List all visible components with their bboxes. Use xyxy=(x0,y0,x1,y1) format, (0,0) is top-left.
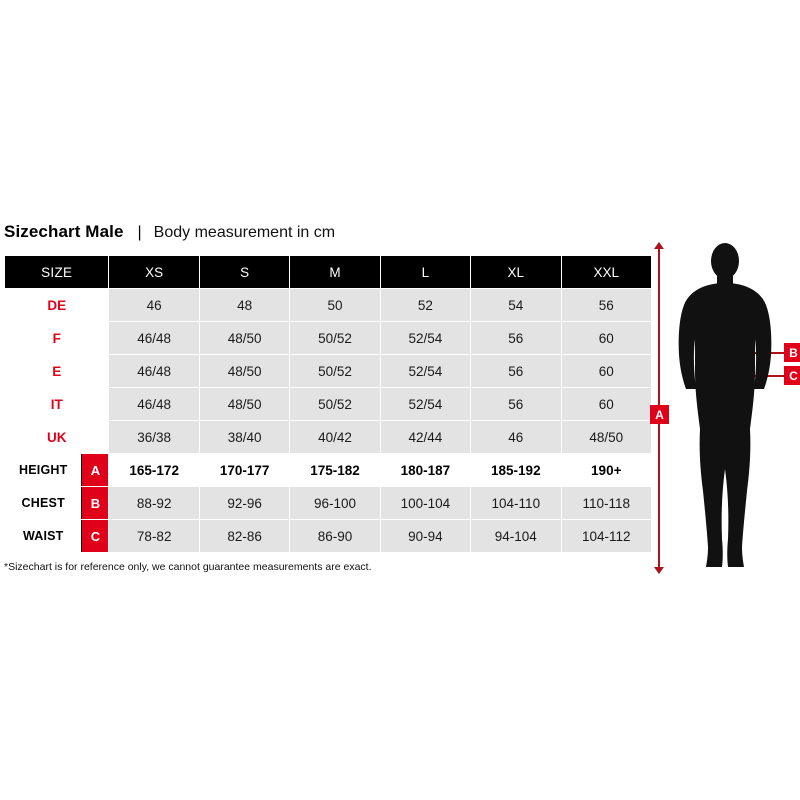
cell-height-m: 175-182 xyxy=(290,454,380,487)
header-cell-xl: XL xyxy=(471,256,561,289)
cell-e-m: 50/52 xyxy=(290,355,380,388)
male-silhouette-icon xyxy=(670,243,780,573)
cell-waist-m: 86-90 xyxy=(290,520,380,553)
badge-a: A xyxy=(650,405,669,424)
cell-de-xs: 46 xyxy=(109,289,199,322)
arrow-down-icon xyxy=(654,567,664,574)
table-row xyxy=(5,355,652,388)
table-row xyxy=(5,289,652,322)
table-header-row xyxy=(5,256,652,289)
header-cell-l: L xyxy=(380,256,470,289)
measure-badge-b: B xyxy=(81,487,108,519)
cell-chest-m: 96-100 xyxy=(290,487,380,520)
cell-chest-s: 92-96 xyxy=(199,487,289,520)
country-label-it: IT xyxy=(5,388,109,421)
footnote: *Sizechart is for reference only, we cannot guarantee measurements are exact. xyxy=(4,561,372,573)
measure-name-chest: CHEST xyxy=(21,496,65,510)
measure-label-chest xyxy=(5,487,109,520)
cell-f-l: 52/54 xyxy=(380,322,470,355)
cell-chest-xs: 88-92 xyxy=(109,487,199,520)
measure-label-height xyxy=(5,454,109,487)
cell-waist-xs: 78-82 xyxy=(109,520,199,553)
cell-uk-xl: 46 xyxy=(471,421,561,454)
cell-e-xl: 56 xyxy=(471,355,561,388)
cell-height-s: 170-177 xyxy=(199,454,289,487)
cell-height-l: 180-187 xyxy=(380,454,470,487)
table-row xyxy=(5,322,652,355)
cell-uk-l: 42/44 xyxy=(380,421,470,454)
table-row xyxy=(5,421,652,454)
cell-it-l: 52/54 xyxy=(380,388,470,421)
cell-waist-xxl: 104-112 xyxy=(561,520,651,553)
table-row xyxy=(5,487,652,520)
cell-f-m: 50/52 xyxy=(290,322,380,355)
table-row xyxy=(5,520,652,553)
cell-uk-xxl: 48/50 xyxy=(561,421,651,454)
country-label-e: E xyxy=(5,355,109,388)
measure-name-waist: WAIST xyxy=(22,529,64,543)
measure-badge-a: A xyxy=(81,454,108,486)
header-cell-m: M xyxy=(290,256,380,289)
body-figure xyxy=(650,243,800,573)
cell-f-xl: 56 xyxy=(471,322,561,355)
sizechart-table-wrapper xyxy=(4,255,652,553)
page-title xyxy=(4,222,335,242)
cell-e-l: 52/54 xyxy=(380,355,470,388)
cell-f-xs: 46/48 xyxy=(109,322,199,355)
measure-name-height: HEIGHT xyxy=(19,463,68,477)
cell-height-xs: 165-172 xyxy=(109,454,199,487)
table-row xyxy=(5,388,652,421)
cell-it-xs: 46/48 xyxy=(109,388,199,421)
cell-e-xxl: 60 xyxy=(561,355,651,388)
country-label-de: DE xyxy=(5,289,109,322)
header-cell-xs: XS xyxy=(109,256,199,289)
cell-it-m: 50/52 xyxy=(290,388,380,421)
title-main: Sizechart Male xyxy=(4,222,124,241)
title-subtitle: Body measurement in cm xyxy=(153,224,336,241)
cell-de-l: 52 xyxy=(380,289,470,322)
cell-f-s: 48/50 xyxy=(199,322,289,355)
cell-e-s: 48/50 xyxy=(199,355,289,388)
cell-de-xl: 54 xyxy=(471,289,561,322)
cell-chest-xxl: 110-118 xyxy=(561,487,651,520)
header-cell-xxl: XXL xyxy=(561,256,651,289)
header-cell-s: S xyxy=(199,256,289,289)
cell-it-xl: 56 xyxy=(471,388,561,421)
table-row xyxy=(5,454,652,487)
cell-it-s: 48/50 xyxy=(199,388,289,421)
cell-chest-xl: 104-110 xyxy=(471,487,561,520)
measure-label-waist xyxy=(5,520,109,553)
country-label-f: F xyxy=(5,322,109,355)
country-label-uk: UK xyxy=(5,421,109,454)
cell-it-xxl: 60 xyxy=(561,388,651,421)
cell-chest-l: 100-104 xyxy=(380,487,470,520)
cell-waist-xl: 94-104 xyxy=(471,520,561,553)
header-cell-size: SIZE xyxy=(5,256,109,289)
badge-c: C xyxy=(784,366,800,385)
cell-uk-m: 40/42 xyxy=(290,421,380,454)
badge-b: B xyxy=(784,343,800,362)
cell-f-xxl: 60 xyxy=(561,322,651,355)
cell-waist-l: 90-94 xyxy=(380,520,470,553)
cell-height-xxl: 190+ xyxy=(561,454,651,487)
cell-uk-s: 38/40 xyxy=(199,421,289,454)
arrow-up-icon xyxy=(654,242,664,249)
cell-waist-s: 82-86 xyxy=(199,520,289,553)
cell-e-xs: 46/48 xyxy=(109,355,199,388)
cell-de-xxl: 56 xyxy=(561,289,651,322)
cell-uk-xs: 36/38 xyxy=(109,421,199,454)
cell-de-m: 50 xyxy=(290,289,380,322)
sizechart-table xyxy=(4,255,652,553)
measure-badge-c: C xyxy=(81,520,108,552)
cell-de-s: 48 xyxy=(199,289,289,322)
cell-height-xl: 185-192 xyxy=(471,454,561,487)
title-separator: | xyxy=(137,224,142,241)
